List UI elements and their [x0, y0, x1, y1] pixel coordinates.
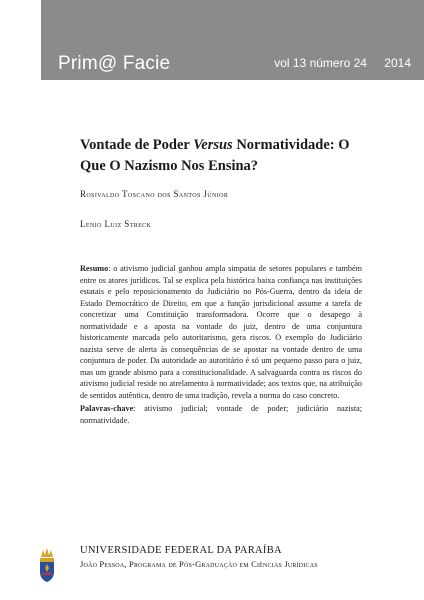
keywords-text: : ativismo judicial; vontade de poder; judiciário nazista; normatividade. [80, 404, 362, 425]
journal-name: Prim@ Facie [58, 53, 171, 74]
abstract-label: Resumo [80, 264, 109, 273]
crest-band [40, 558, 54, 562]
author-2: Lenio Luiz Streck [80, 219, 152, 229]
abstract [80, 263, 362, 402]
program-name: João Pessoa, Programa de Pós-Graduação em Ciências Jurídicas [80, 559, 318, 569]
issue-info [274, 56, 411, 70]
issue-volume: vol 13 [274, 56, 307, 70]
keywords-label: Palavras-chave [80, 404, 134, 413]
university-name: UNIVERSIDADE FEDERAL DA PARAÍBA [80, 545, 282, 556]
keywords [80, 403, 362, 426]
crest-crown [41, 548, 53, 557]
abstract-text: : o ativismo judicial ganhou ampla simpatia de setores populares e também entre os atores jurídicos. Tal se explica pela histórica baixa confiança nas instituições estatais e pelo reposicionamento do Judiciário no Pós-Guerra, dentro da ideia de Estado Democrático de Direito, em que a função jurisdicional assume a tarefa de concretizar uma Constituição transformadora. Ocorre que o desapego à normatividade e a aposta na vontade do juiz, dentro de uma conjuntura historicamente marcada pelo autoritarismo, gera riscos. O exemplo do Judiciário nazista serve de alerta às consequências de se apostar na vontade dentro de uma conjuntura de poder. Da autoridade ao autoritário é só um pequeno passo para o juiz, mas um grande abismo para a constitucionalidade. A salvaguarda contra os riscos do ativismo judicial reside no atrelamento à normatividade; aos textos que, na atribuição de sentidos autêntica, dentro de uma tradição, revela a norma do caso concreto. [80, 264, 362, 401]
issue-year: 2014 [384, 56, 411, 70]
author-1: Rosivaldo Toscano dos Santos Júnior [80, 189, 229, 199]
issue-number: número 24 [309, 56, 367, 70]
university-crest-icon [37, 546, 57, 584]
article-title [80, 135, 360, 177]
title-italic-word: Versus [193, 137, 233, 153]
title-part-1: Vontade de Poder [80, 137, 194, 153]
title-part-2: Normatividade: O Que O Nazismo Nos Ensina? [80, 137, 350, 174]
crest-stripe [42, 573, 52, 575]
